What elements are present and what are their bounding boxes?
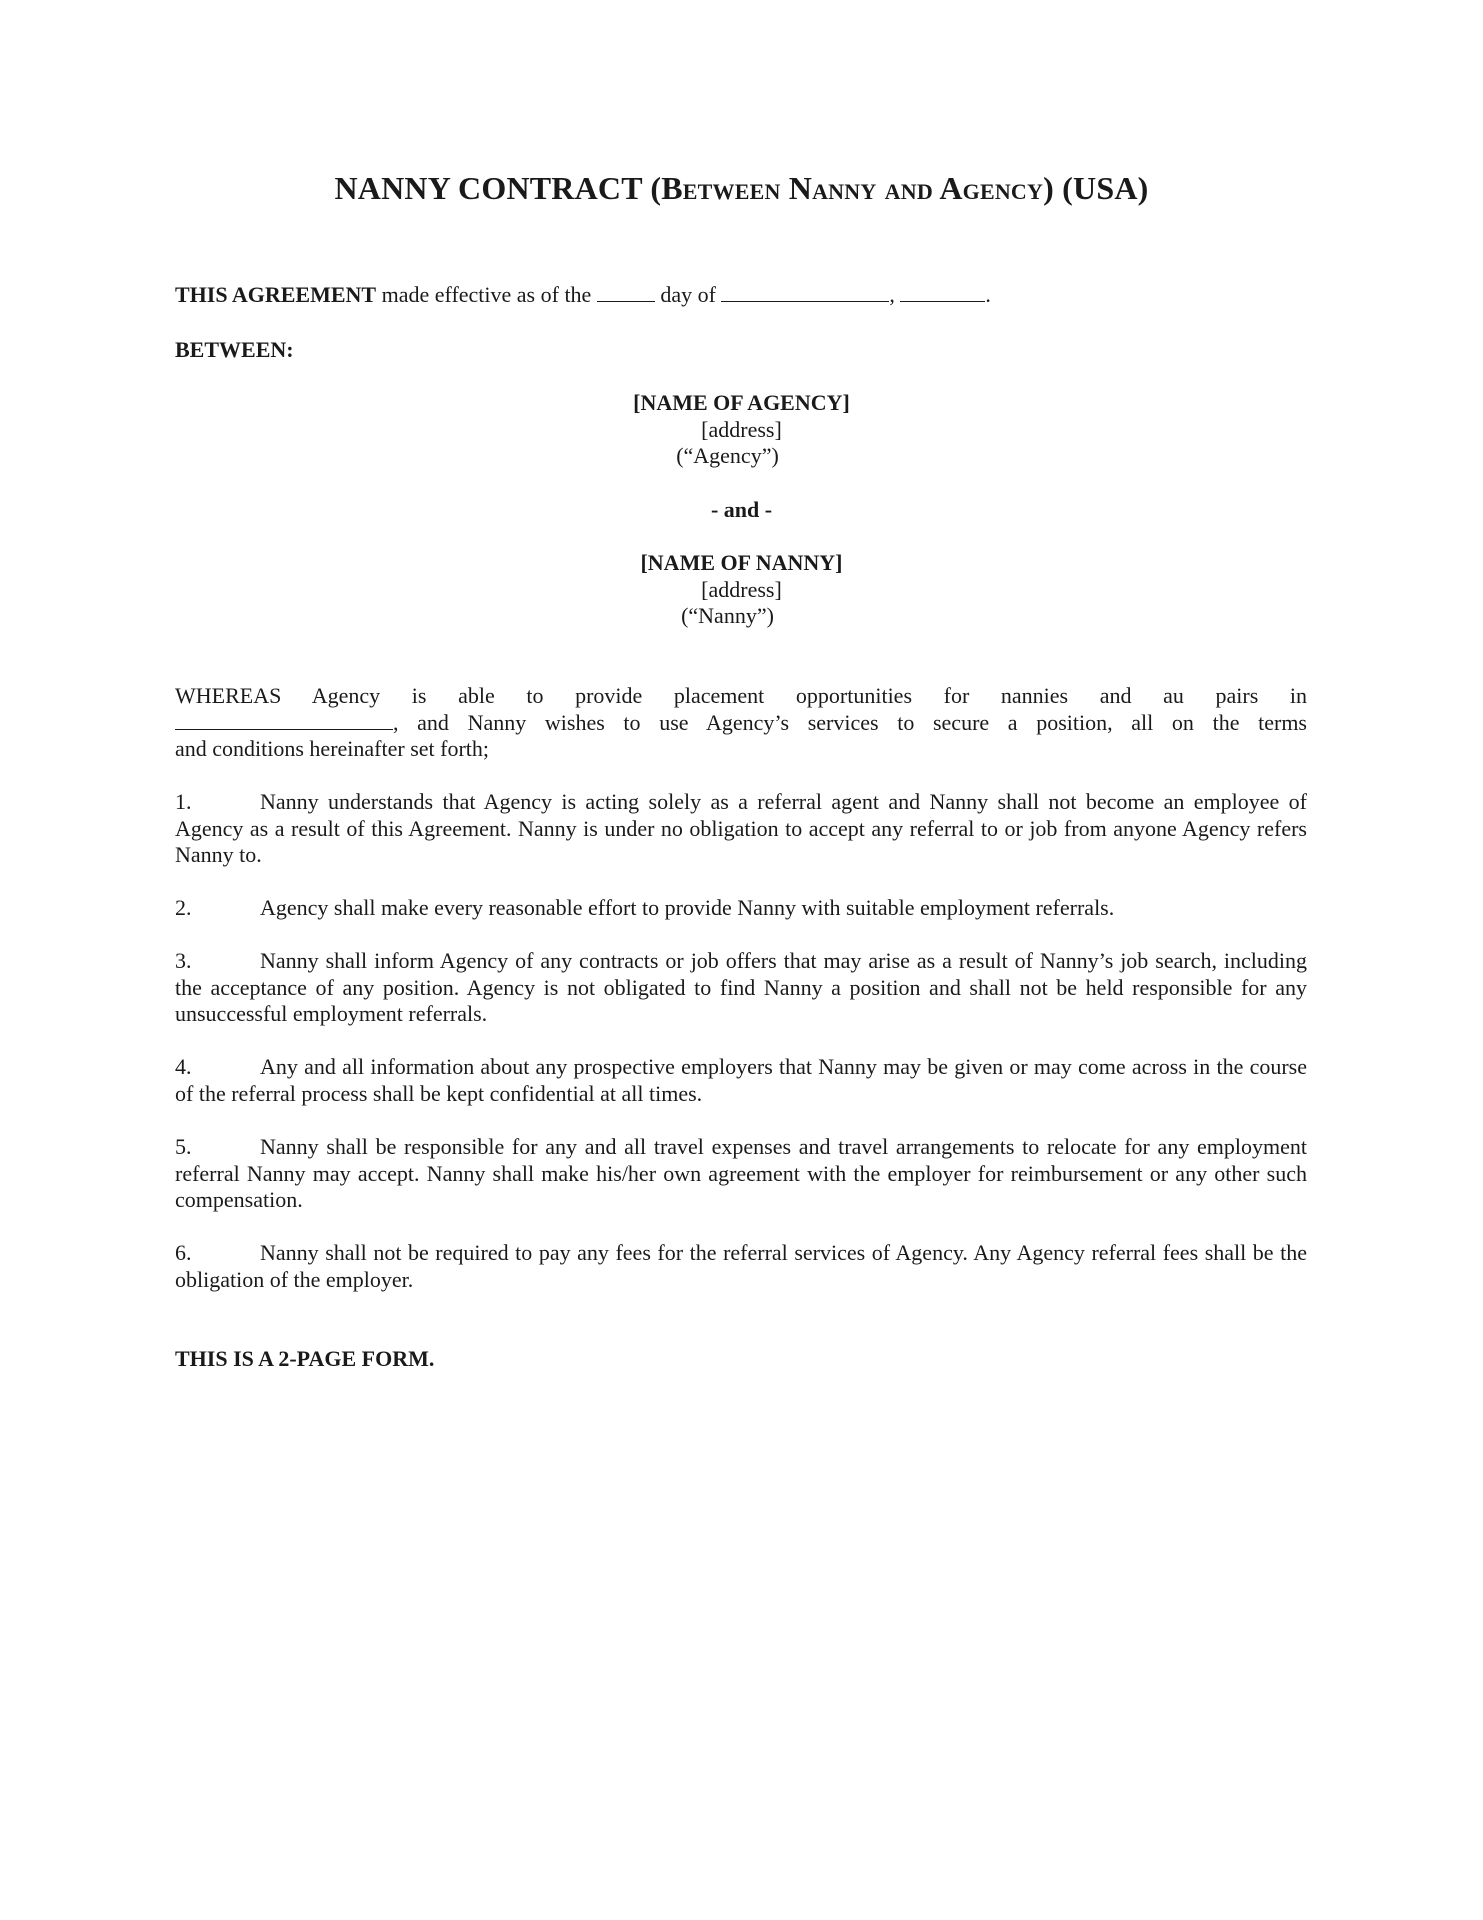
clause-number: 1. — [175, 789, 192, 814]
footer-note: THIS IS A 2-PAGE FORM. — [175, 1346, 435, 1371]
day-blank — [597, 283, 655, 302]
clause-number: 2. — [175, 895, 192, 920]
and-separator: - and - — [710, 497, 773, 522]
nanny-alias: (“Nanny”) — [681, 603, 774, 628]
document-title — [0, 170, 1483, 207]
clause-text: Nanny understands that Agency is acting solely as a referral agent and Nanny shall not become an employee of Agency as a result of this Agreement. Nanny is under no obligation to accept any referral to or job from anyone Agency refers Nanny to. — [175, 789, 1307, 867]
clause-6 — [175, 1240, 1307, 1293]
agency-party-block — [0, 390, 1483, 470]
agreement-comma: , — [889, 282, 895, 307]
agency-address: [address] — [701, 416, 782, 442]
agreement-period: . — [985, 282, 991, 307]
year-blank — [900, 283, 985, 302]
clause-text: Agency shall make every reasonable effort to provide Nanny with suitable employment referrals. — [260, 895, 1115, 920]
clause-2 — [175, 895, 1307, 922]
agency-alias: (“Agency”) — [676, 443, 779, 468]
whereas-paragraph — [175, 683, 1307, 763]
clause-3 — [175, 948, 1307, 1028]
clause-text: Any and all information about any prospective employers that Nanny may be given or may come across in the course of the referral process shall be kept confidential at all times. — [175, 1054, 1307, 1106]
title-main: NANNY CONTRACT — [334, 170, 643, 206]
whereas-line-3: and conditions hereinafter set forth; — [175, 736, 490, 761]
clause-number: 6. — [175, 1240, 192, 1265]
nanny-name: [NAME OF NANNY] — [640, 550, 843, 575]
clause-number: 4. — [175, 1054, 192, 1079]
nanny-party-block — [0, 550, 1483, 630]
title-subtitle: (Between Nanny and Agency) — [650, 170, 1054, 206]
title-country: (USA) — [1062, 170, 1149, 206]
clause-text: Nanny shall inform Agency of any contracts or job offers that may arise as a result of Nanny’s job search, including the acceptance of any position. Agency is not obligated to find Nanny a position and shall not be held responsible for any unsuccessful employment referrals. — [175, 948, 1307, 1026]
clause-text: Nanny shall be responsible for any and all travel expenses and travel arrangements to relocate for any employment referral Nanny may accept. Nanny shall make his/her own agreement with the employer for reimbursement or any other such compensation. — [175, 1134, 1307, 1212]
agreement-lead: THIS AGREEMENT — [175, 282, 377, 307]
clause-1 — [175, 789, 1307, 869]
clause-number: 3. — [175, 948, 192, 973]
agreement-text-2: day of — [660, 282, 716, 307]
agreement-date-line — [175, 282, 1307, 309]
month-blank — [721, 283, 889, 302]
agreement-text-1: made effective as of the — [381, 282, 592, 307]
location-blank — [175, 711, 393, 730]
clause-5 — [175, 1134, 1307, 1214]
whereas-line-2 — [175, 710, 1307, 737]
whereas-line-1: WHEREAS Agency is able to provide placement opportunities for nannies and au pairs in — [175, 683, 1307, 708]
agency-name: [NAME OF AGENCY] — [633, 390, 850, 415]
between-label: BETWEEN: — [175, 337, 294, 362]
clause-4 — [175, 1054, 1307, 1107]
nanny-address: [address] — [701, 576, 782, 602]
clause-number: 5. — [175, 1134, 192, 1159]
whereas-line-2-text: , and Nanny wishes to use Agency’s services to secure a position, all on the terms — [393, 709, 1307, 735]
clause-text: Nanny shall not be required to pay any fees for the referral services of Agency. Any Agency referral fees shall be the obligation of the employer. — [175, 1240, 1307, 1292]
